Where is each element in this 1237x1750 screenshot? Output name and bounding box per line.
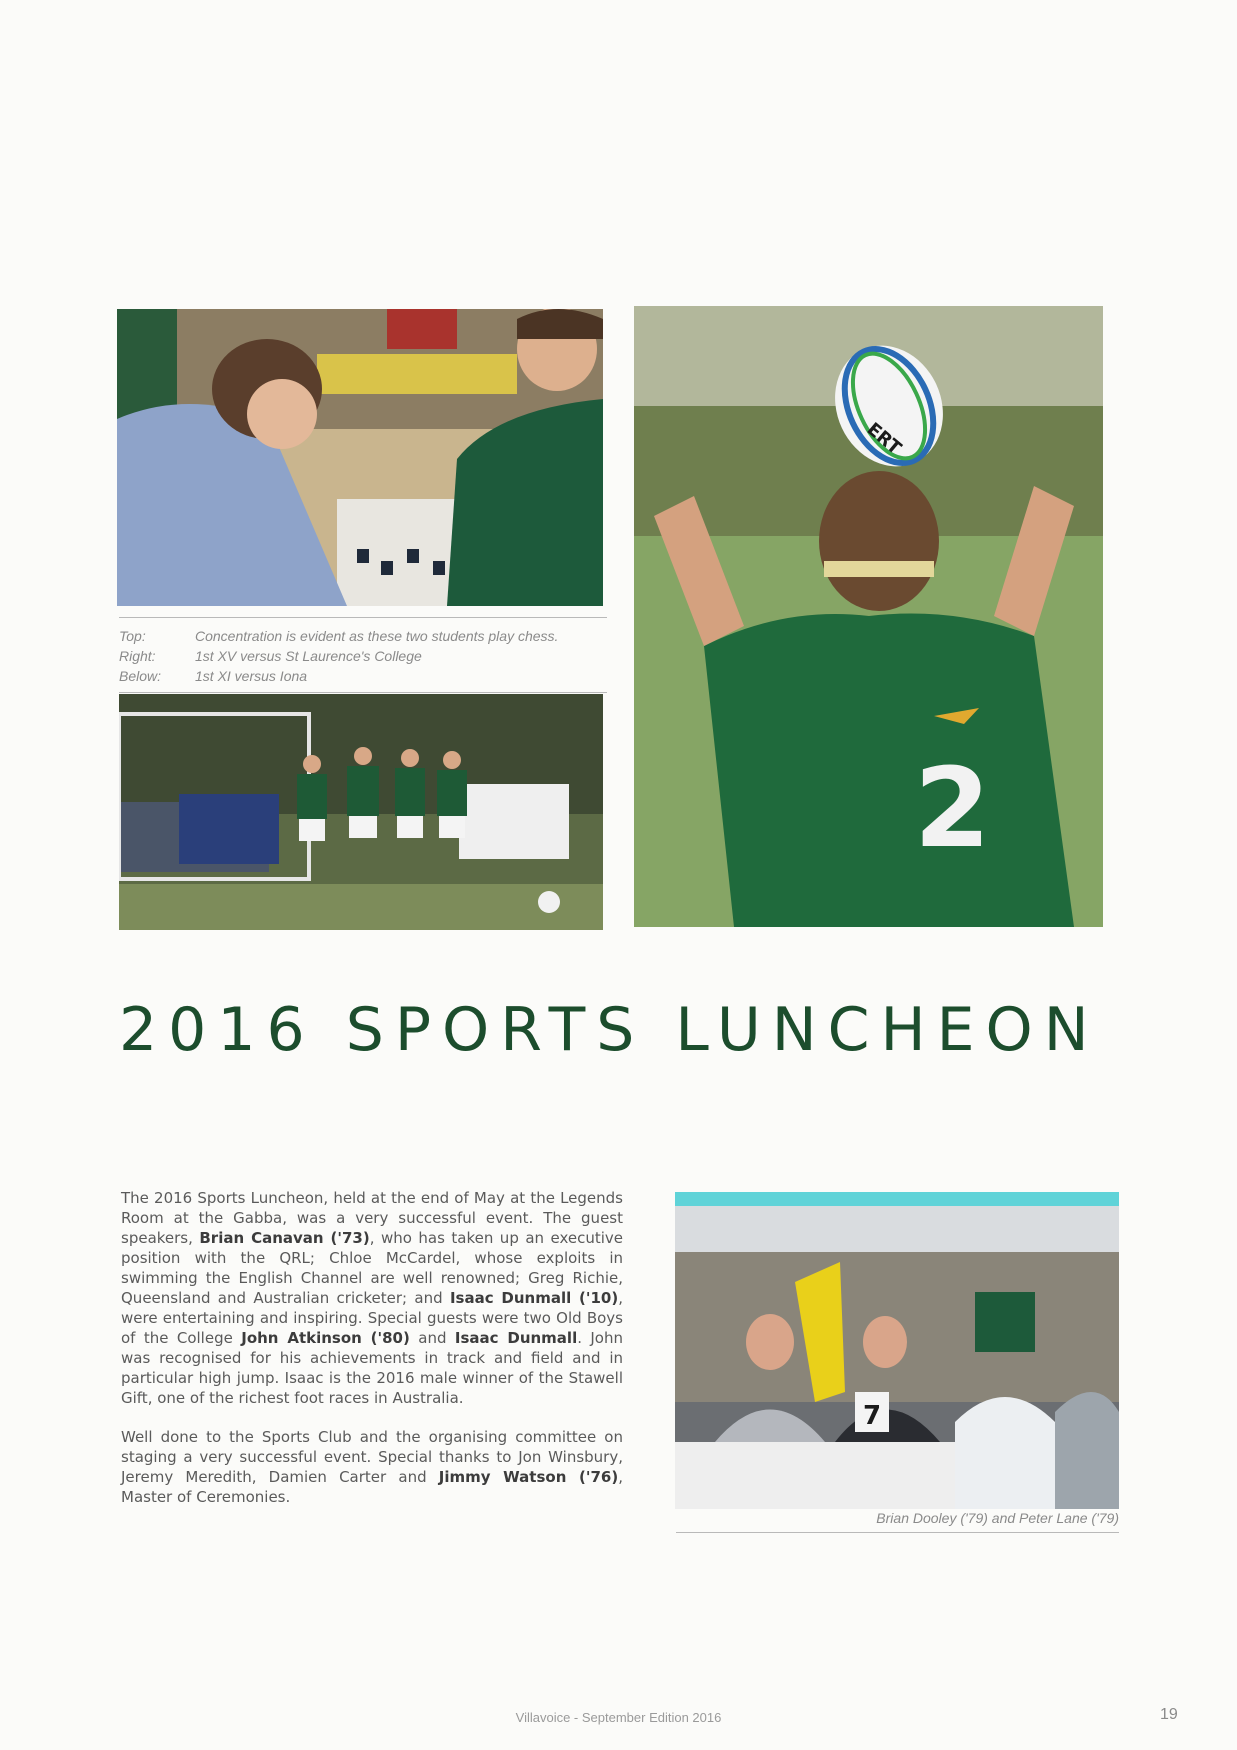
person-name: Jimmy Watson ('76) [438,1468,619,1486]
person-name: Isaac Dunmall ('10) [449,1289,619,1307]
article-body [121,1188,623,1526]
article-paragraph-1: The 2016 Sports Luncheon, held at the end of May at the Legends Room at the Gabba, was a very successful event. The guest speakers, Brian Canavan ('73), who has taken up an executive position with the QRL; Chloe McCardel, whose exploits in swimming the English Channel are well renowned; Greg Richie, Queensland and Australian cricketer; and Isaac Dunmall ('10), were entertaining and inspiring. Special guests were two Old Boys of the College John Atkinson ('80) and Isaac Dunmall. John was recognised for his achievements in track and field and in particular high jump. Isaac is the 2016 male winner of the Stawell Gift, one of the richest foot races in Australia. [121,1189,624,1407]
luncheon-photo [675,1192,1119,1509]
person-name: Brian Canavan ('73) [199,1229,370,1247]
person-name: Isaac Dunmall [454,1329,578,1347]
caption-text: Concentration is evident as these two students play chess. [195,628,559,644]
caption-key: Top: [119,628,146,644]
soccer-photo [119,694,603,930]
photo-captions [119,617,607,693]
chess-photo [117,309,603,606]
caption-key: Below: [119,668,162,684]
jersey-number: 2 [914,744,991,872]
page-title: 2016 SPORTS LUNCHEON [119,995,1100,1065]
footer-publication: Villavoice - September Edition 2016 [515,1710,722,1725]
caption-text: 1st XV versus St Laurence's College [195,648,422,664]
ball-text: ERT [862,418,906,460]
page-number: 19 [1160,1706,1178,1723]
caption-top [119,626,607,646]
rugby-photo [634,306,1103,927]
article-paragraph-2: Well done to the Sports Club and the organising committee on staging a very successful event. Special thanks to Jon Winsbury, Jeremy Meredith, Damien Carter and Jimmy Watson ('76), Master of Ceremonies. [121,1428,623,1506]
caption-key: Right: [119,648,156,664]
caption-below [119,666,607,686]
person-name: John Atkinson ('80) [241,1329,410,1347]
caption-text: 1st XI versus Iona [195,668,308,684]
table-number: 7 [863,1401,882,1431]
caption-right [119,646,607,666]
luncheon-caption: Brian Dooley ('79) and Peter Lane ('79) [676,1510,1119,1533]
